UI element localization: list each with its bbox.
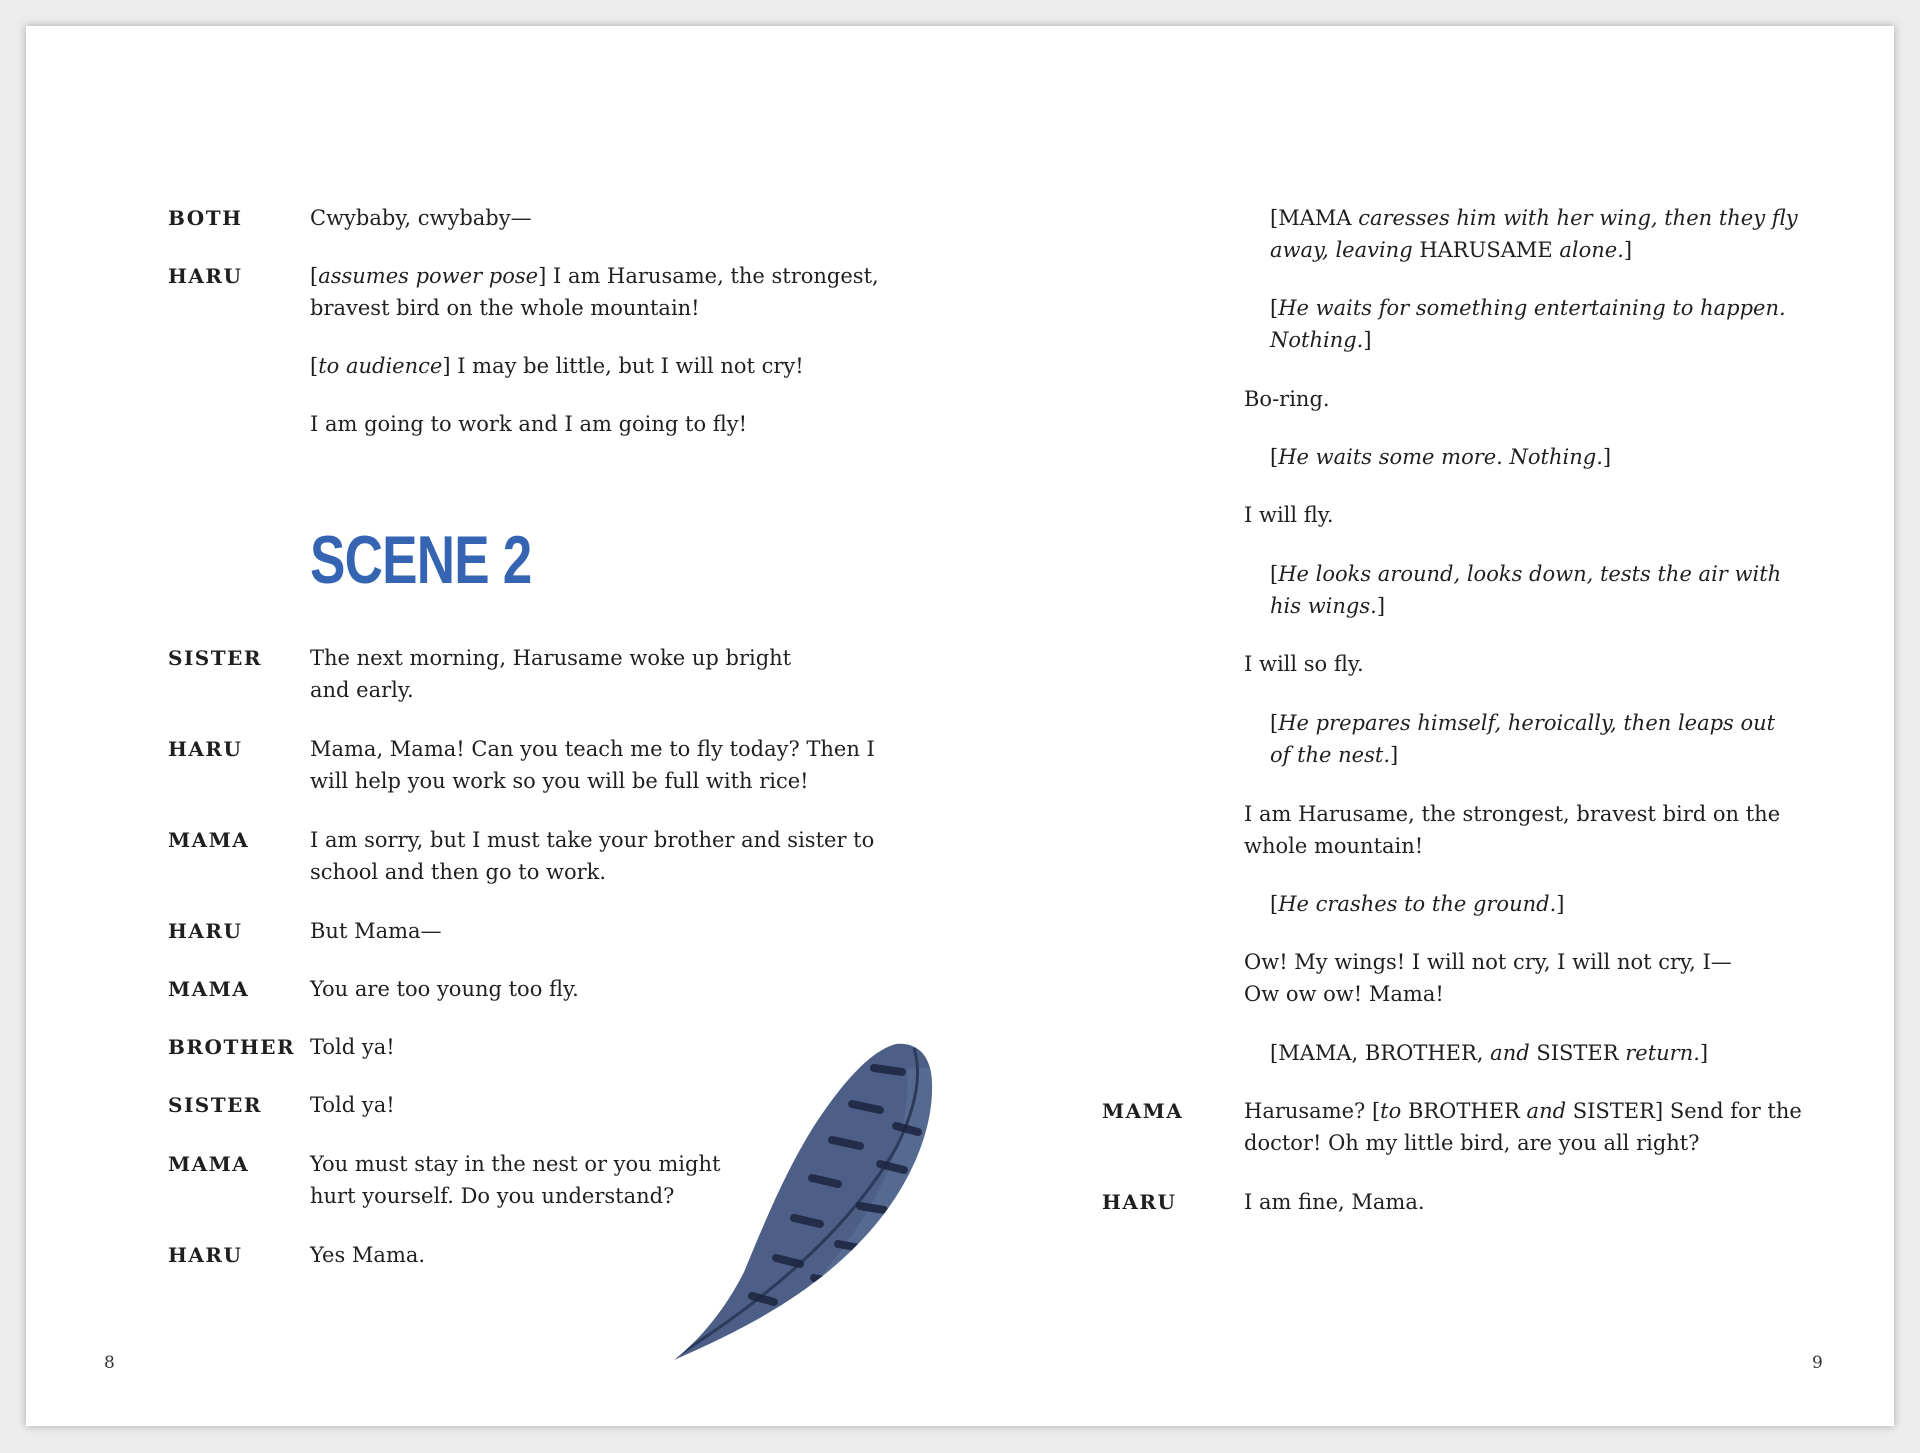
page-number: 9	[1812, 1353, 1823, 1373]
stage-direction: assumes power pose	[318, 264, 539, 288]
dialogue-line: Ow! My wings! I will not cry, I will not cry, I—	[1244, 950, 1732, 974]
speaker-name: HARU	[168, 919, 243, 943]
right-page	[960, 26, 1894, 1426]
speaker-name: MAMA	[168, 828, 250, 852]
dialogue-line: and early.	[310, 678, 414, 702]
dialogue-line: You are too young too fly.	[310, 977, 579, 1001]
stage-direction: [MAMA caresses him with her wing, then they fly	[1270, 206, 1798, 230]
stage-direction: Nothing.]	[1270, 328, 1372, 352]
stage-direction: [He crashes to the ground.]	[1270, 892, 1565, 916]
scene-heading: SCENE 2	[310, 522, 532, 598]
dialogue-line: school and then go to work.	[310, 860, 607, 884]
dialogue-line: But Mama—	[310, 919, 442, 943]
dialogue-line: Told ya!	[310, 1035, 395, 1059]
dialogue-line: I am going to work and I am going to fly!	[310, 412, 748, 436]
speaker-name: HARU	[168, 264, 243, 288]
speaker-name: MAMA	[1102, 1099, 1184, 1123]
speaker-name: BOTH	[168, 206, 243, 230]
speaker-name: MAMA	[168, 977, 250, 1001]
dialogue-line: Ow ow ow! Mama!	[1244, 982, 1444, 1006]
dialogue-line: bravest bird on the whole mountain!	[310, 296, 700, 320]
stage-direction: [He waits for something entertaining to happen.	[1270, 296, 1786, 320]
book-spread	[26, 26, 1894, 1426]
stage-direction: of the nest.]	[1270, 743, 1399, 767]
speaker-name: HARU	[168, 737, 243, 761]
dialogue-line-with-direction: [assumes power pose] I am Harusame, the strongest,	[310, 264, 879, 288]
dialogue-line: Cwybaby, cwybaby—	[310, 206, 532, 230]
stage-direction: [MAMA, BROTHER, and SISTER return.]	[1270, 1041, 1709, 1065]
stage-direction: [He looks around, looks down, tests the air with	[1270, 562, 1782, 586]
speaker-name: HARU	[1102, 1190, 1177, 1214]
dialogue-line: I am sorry, but I must take your brother and sister to	[310, 828, 875, 852]
stage-direction: [He prepares himself, heroically, then leaps out	[1270, 711, 1776, 735]
dialogue-line: Yes Mama.	[310, 1243, 426, 1267]
dialogue-line: hurt yourself. Do you understand?	[310, 1184, 675, 1208]
dialogue-line: You must stay in the nest or you might	[310, 1152, 721, 1176]
speaker-name: SISTER	[168, 646, 262, 670]
dialogue-line: I will so fly.	[1244, 652, 1364, 676]
stage-direction: his wings.]	[1270, 594, 1386, 618]
speaker-name: BROTHER	[168, 1035, 296, 1059]
stage-direction: [He waits some more. Nothing.]	[1270, 445, 1612, 469]
feather-illustration	[634, 1038, 954, 1368]
page-number: 8	[104, 1353, 115, 1373]
dialogue-line: doctor! Oh my little bird, are you all right?	[1244, 1131, 1700, 1155]
dialogue-line: Bo-ring.	[1244, 387, 1330, 411]
dialogue-line-with-direction: [to audience] I may be little, but I will not cry!	[310, 354, 804, 378]
dialogue-line: Mama, Mama! Can you teach me to fly today? Then I	[310, 737, 875, 761]
speaker-name: HARU	[168, 1243, 243, 1267]
dialogue-line: The next morning, Harusame woke up bright	[310, 646, 792, 670]
stage-direction: to audience	[318, 354, 443, 378]
dialogue-line: I am fine, Mama.	[1244, 1190, 1425, 1214]
left-page	[26, 26, 960, 1426]
dialogue-line: whole mountain!	[1244, 834, 1424, 858]
speaker-name: SISTER	[168, 1093, 262, 1117]
dialogue-line: I will fly.	[1244, 503, 1334, 527]
dialogue-line: I am Harusame, the strongest, bravest bird on the	[1244, 802, 1781, 826]
dialogue-line: will help you work so you will be full with rice!	[310, 769, 809, 793]
dialogue-line-with-direction: Harusame? [to BROTHER and SISTER] Send for the	[1244, 1099, 1802, 1123]
speaker-name: MAMA	[168, 1152, 250, 1176]
stage-direction: away, leaving HARUSAME alone.]	[1270, 238, 1633, 262]
dialogue-line: Told ya!	[310, 1093, 395, 1117]
